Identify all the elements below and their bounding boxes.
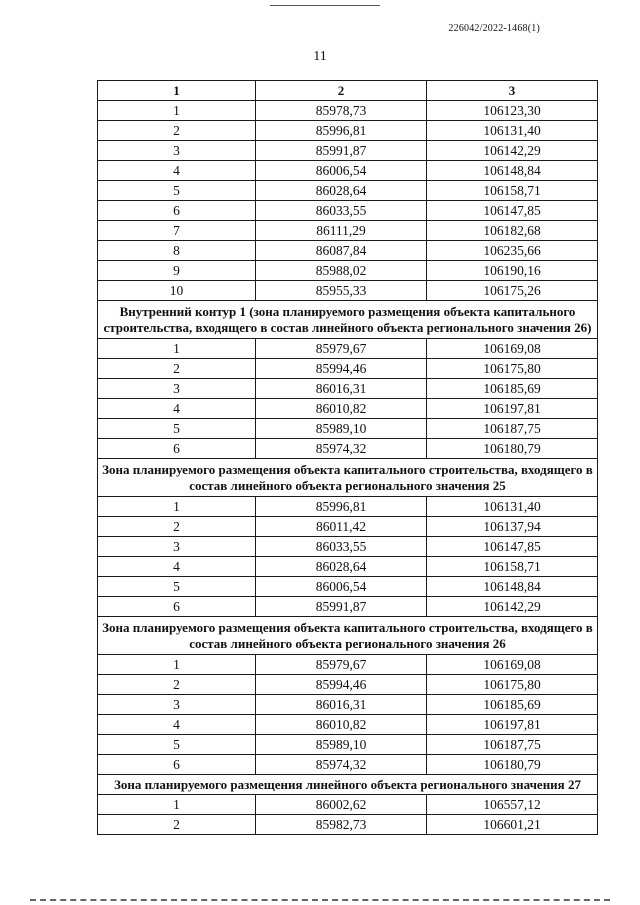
y-coordinate-cell: 106169,08	[427, 339, 598, 359]
point-number-cell: 5	[98, 735, 256, 755]
y-coordinate-cell: 106197,81	[427, 715, 598, 735]
y-coordinate-cell: 106131,40	[427, 497, 598, 517]
x-coordinate-cell: 85974,32	[256, 439, 427, 459]
x-coordinate-cell: 86010,82	[256, 715, 427, 735]
x-coordinate-cell: 85994,46	[256, 359, 427, 379]
table-row	[98, 577, 598, 597]
x-coordinate-cell: 85978,73	[256, 101, 427, 121]
table-row	[98, 795, 598, 815]
x-coordinate-cell: 86111,29	[256, 221, 427, 241]
point-number-cell: 4	[98, 399, 256, 419]
point-number-cell: 6	[98, 201, 256, 221]
y-coordinate-cell: 106148,84	[427, 161, 598, 181]
point-number-cell: 8	[98, 241, 256, 261]
table-row	[98, 537, 598, 557]
x-coordinate-cell: 85991,87	[256, 597, 427, 617]
x-coordinate-cell: 86016,31	[256, 379, 427, 399]
column-header-y: 3	[427, 81, 598, 101]
x-coordinate-cell: 85996,81	[256, 497, 427, 517]
y-coordinate-cell: 106169,08	[427, 655, 598, 675]
table-row	[98, 101, 598, 121]
y-coordinate-cell: 106180,79	[427, 439, 598, 459]
top-rule	[270, 5, 380, 6]
table-row	[98, 517, 598, 537]
x-coordinate-cell: 85991,87	[256, 141, 427, 161]
y-coordinate-cell: 106147,85	[427, 201, 598, 221]
x-coordinate-cell: 86016,31	[256, 695, 427, 715]
point-number-cell: 2	[98, 517, 256, 537]
table-row	[98, 815, 598, 835]
point-number-cell: 4	[98, 557, 256, 577]
point-number-cell: 7	[98, 221, 256, 241]
y-coordinate-cell: 106142,29	[427, 141, 598, 161]
x-coordinate-cell: 85979,67	[256, 655, 427, 675]
y-coordinate-cell: 106197,81	[427, 399, 598, 419]
y-coordinate-cell: 106142,29	[427, 597, 598, 617]
point-number-cell: 3	[98, 537, 256, 557]
table-row	[98, 161, 598, 181]
table-row	[98, 695, 598, 715]
point-number-cell: 3	[98, 141, 256, 161]
y-coordinate-cell: 106131,40	[427, 121, 598, 141]
x-coordinate-cell: 85982,73	[256, 815, 427, 835]
section-heading-row	[98, 301, 598, 339]
y-coordinate-cell: 106190,16	[427, 261, 598, 281]
point-number-cell: 1	[98, 795, 256, 815]
x-coordinate-cell: 86006,54	[256, 577, 427, 597]
x-coordinate-cell: 85994,46	[256, 675, 427, 695]
x-coordinate-cell: 86006,54	[256, 161, 427, 181]
y-coordinate-cell: 106158,71	[427, 181, 598, 201]
x-coordinate-cell: 85989,10	[256, 735, 427, 755]
table-row	[98, 675, 598, 695]
table-row	[98, 755, 598, 775]
y-coordinate-cell: 106557,12	[427, 795, 598, 815]
x-coordinate-cell: 86033,55	[256, 201, 427, 221]
y-coordinate-cell: 106147,85	[427, 537, 598, 557]
y-coordinate-cell: 106185,69	[427, 695, 598, 715]
table-row	[98, 419, 598, 439]
y-coordinate-cell: 106175,26	[427, 281, 598, 301]
table-row	[98, 399, 598, 419]
table-row	[98, 121, 598, 141]
table-row	[98, 281, 598, 301]
table-row	[98, 735, 598, 755]
point-number-cell: 5	[98, 577, 256, 597]
point-number-cell: 6	[98, 439, 256, 459]
x-coordinate-cell: 86087,84	[256, 241, 427, 261]
section-heading-row	[98, 459, 598, 497]
table-row	[98, 141, 598, 161]
y-coordinate-cell: 106187,75	[427, 735, 598, 755]
x-coordinate-cell: 86011,42	[256, 517, 427, 537]
table-row	[98, 181, 598, 201]
table-row	[98, 715, 598, 735]
x-coordinate-cell: 86010,82	[256, 399, 427, 419]
table-row	[98, 261, 598, 281]
table-row	[98, 221, 598, 241]
x-coordinate-cell: 85989,10	[256, 419, 427, 439]
point-number-cell: 6	[98, 597, 256, 617]
point-number-cell: 5	[98, 419, 256, 439]
column-header-point: 1	[98, 81, 256, 101]
x-coordinate-cell: 85974,32	[256, 755, 427, 775]
section-heading: Зона планируемого размещения объекта капитального строительства, входящего в состав линейного объекта регионального значения 26	[98, 617, 598, 655]
y-coordinate-cell: 106187,75	[427, 419, 598, 439]
y-coordinate-cell: 106235,66	[427, 241, 598, 261]
x-coordinate-cell: 85979,67	[256, 339, 427, 359]
x-coordinate-cell: 86033,55	[256, 537, 427, 557]
y-coordinate-cell: 106158,71	[427, 557, 598, 577]
table-row	[98, 241, 598, 261]
point-number-cell: 2	[98, 815, 256, 835]
section-heading-row	[98, 617, 598, 655]
y-coordinate-cell: 106185,69	[427, 379, 598, 399]
table-row	[98, 379, 598, 399]
table-row	[98, 201, 598, 221]
y-coordinate-cell: 106175,80	[427, 359, 598, 379]
point-number-cell: 3	[98, 695, 256, 715]
x-coordinate-cell: 86028,64	[256, 181, 427, 201]
point-number-cell: 4	[98, 161, 256, 181]
point-number-cell: 4	[98, 715, 256, 735]
table-row	[98, 597, 598, 617]
y-coordinate-cell: 106148,84	[427, 577, 598, 597]
x-coordinate-cell: 85988,02	[256, 261, 427, 281]
point-number-cell: 1	[98, 497, 256, 517]
table-row	[98, 655, 598, 675]
coordinates-table	[97, 80, 598, 835]
table-row	[98, 439, 598, 459]
y-coordinate-cell: 106175,80	[427, 675, 598, 695]
section-heading: Внутренний контур 1 (зона планируемого размещения объекта капитального строительства, входящего в состав линейного объекта регионального значения 26)	[98, 301, 598, 339]
point-number-cell: 3	[98, 379, 256, 399]
coordinates-table-body	[98, 81, 598, 835]
x-coordinate-cell: 86002,62	[256, 795, 427, 815]
point-number-cell: 2	[98, 359, 256, 379]
point-number-cell: 10	[98, 281, 256, 301]
point-number-cell: 2	[98, 675, 256, 695]
table-row	[98, 557, 598, 577]
point-number-cell: 2	[98, 121, 256, 141]
point-number-cell: 5	[98, 181, 256, 201]
y-coordinate-cell: 106123,30	[427, 101, 598, 121]
bottom-edge-line	[30, 899, 610, 901]
section-heading-row	[98, 775, 598, 795]
point-number-cell: 9	[98, 261, 256, 281]
y-coordinate-cell: 106601,21	[427, 815, 598, 835]
section-heading: Зона планируемого размещения линейного объекта регионального значения 27	[98, 775, 598, 795]
table-row	[98, 359, 598, 379]
document-id: 226042/2022-1468(1)	[448, 23, 540, 34]
page-number: 11	[313, 49, 327, 64]
x-coordinate-cell: 85955,33	[256, 281, 427, 301]
point-number-cell: 1	[98, 101, 256, 121]
point-number-cell: 6	[98, 755, 256, 775]
point-number-cell: 1	[98, 655, 256, 675]
table-row	[98, 497, 598, 517]
point-number-cell: 1	[98, 339, 256, 359]
y-coordinate-cell: 106182,68	[427, 221, 598, 241]
column-header-x: 2	[256, 81, 427, 101]
table-header-row	[98, 81, 598, 101]
y-coordinate-cell: 106180,79	[427, 755, 598, 775]
x-coordinate-cell: 86028,64	[256, 557, 427, 577]
section-heading: Зона планируемого размещения объекта капитального строительства, входящего в состав линейного объекта регионального значения 25	[98, 459, 598, 497]
table-row	[98, 339, 598, 359]
y-coordinate-cell: 106137,94	[427, 517, 598, 537]
x-coordinate-cell: 85996,81	[256, 121, 427, 141]
